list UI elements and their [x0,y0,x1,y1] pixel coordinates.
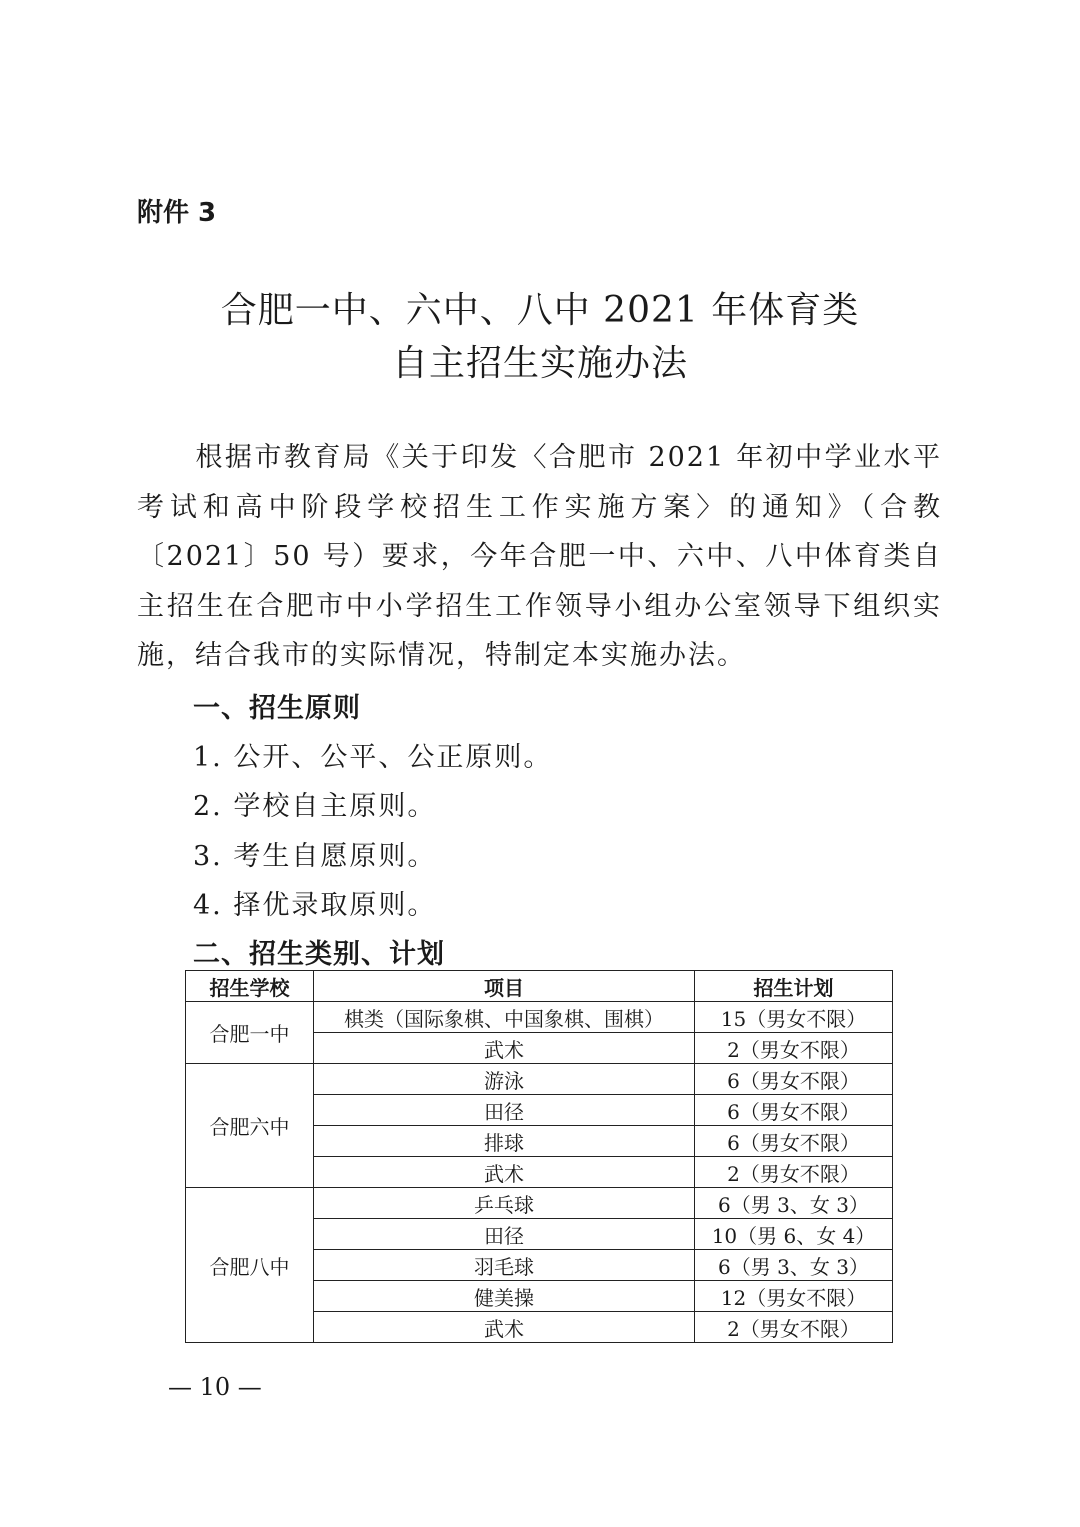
header-plan: 招生计划 [695,971,893,1002]
attachment-label: 附件 3 [137,198,217,228]
section1-heading: 一、招生原则 [193,693,361,724]
document-title-line2: 自主招生实施办法 [391,343,688,384]
section2-heading: 二、招生类别、计划 [193,939,445,970]
project-cell: 健美操 [314,1281,695,1312]
plan-cell: 2（男女不限） [695,1033,893,1064]
plan-cell: 10（男 6、女 4） [695,1219,893,1250]
table-row [186,1188,893,1219]
school-cell: 合肥八中 [186,1188,314,1343]
project-cell: 武术 [314,1157,695,1188]
project-cell: 武术 [314,1312,695,1343]
plan-cell: 6（男 3、女 3） [695,1250,893,1281]
project-cell: 排球 [314,1126,695,1157]
page-number: — 10 — [168,1373,262,1401]
school-cell: 合肥一中 [186,1002,314,1064]
project-cell: 羽毛球 [314,1250,695,1281]
header-project: 项目 [314,971,695,1002]
plan-cell: 12（男女不限） [695,1281,893,1312]
plan-cell: 15（男女不限） [695,1002,893,1033]
document-title-line1: 合肥一中、六中、八中 2021 年体育类 [220,290,860,331]
principle-item: 3. 考生自愿原则。 [193,841,437,872]
project-cell: 游泳 [314,1064,695,1095]
plan-cell: 6（男 3、女 3） [695,1188,893,1219]
principle-item: 2. 学校自主原则。 [193,791,437,822]
school-cell: 合肥六中 [186,1064,314,1188]
table-row [186,1002,893,1033]
enrollment-plan-table [185,970,893,1343]
table-header-row [186,971,893,1002]
plan-cell: 6（男女不限） [695,1126,893,1157]
project-cell: 棋类（国际象棋、中国象棋、围棋） [314,1002,695,1033]
principle-item: 1. 公开、公平、公正原则。 [193,742,553,773]
project-cell: 田径 [314,1219,695,1250]
project-cell: 田径 [314,1095,695,1126]
table-row [186,1064,893,1095]
intro-text: 根据市教育局《关于印发〈合肥市 2021 年初中学业水平考试和高中阶段学校招生工作实施方案〉的通知》（合教〔2021〕50 号）要求，今年合肥一中、六中、八中体育类自主招生在合肥市中小学招生工作领导小组办公室领导下组织实施，结合我市的实际情况，特制定本实施办法。 [137,442,942,671]
plan-cell: 2（男女不限） [695,1312,893,1343]
plan-cell: 6（男女不限） [695,1095,893,1126]
principle-item: 4. 择优录取原则。 [193,890,437,921]
plan-cell: 2（男女不限） [695,1157,893,1188]
project-cell: 乒乓球 [314,1188,695,1219]
header-school: 招生学校 [186,971,314,1002]
plan-cell: 6（男女不限） [695,1064,893,1095]
intro-paragraph [137,433,942,681]
project-cell: 武术 [314,1033,695,1064]
